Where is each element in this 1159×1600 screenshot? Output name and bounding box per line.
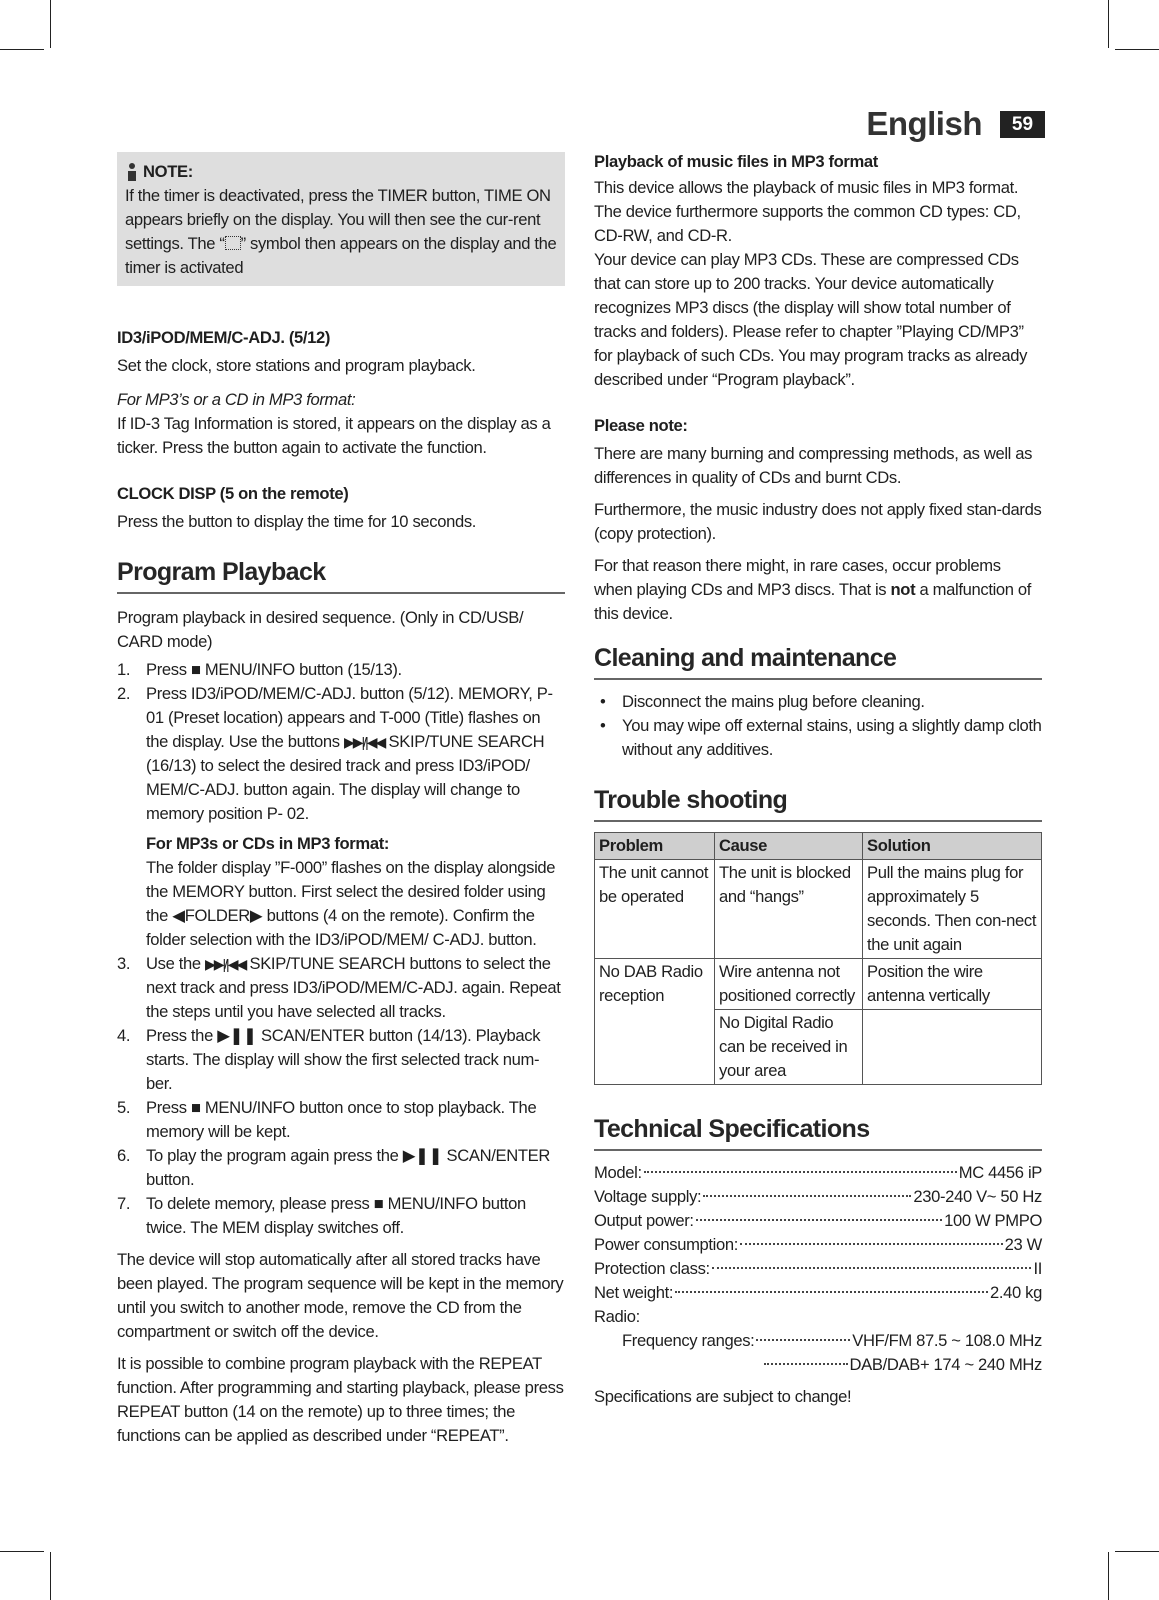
stop-icon: ■ bbox=[190, 660, 201, 679]
stop-icon: ■ bbox=[190, 1098, 201, 1117]
table-cell: Wire antenna not positioned correctly bbox=[715, 959, 863, 1010]
crop-mark bbox=[1108, 0, 1109, 48]
please-note-p2: Furthermore, the music industry does not apply fixed stan-dards (copy protection). bbox=[594, 500, 1042, 543]
specs-footer: Specifications are subject to change! bbox=[594, 1387, 852, 1406]
table-cell: Pull the mains plug for approximately 5 seconds. Then con-nect the unit again bbox=[863, 860, 1042, 959]
clock-text: Press the button to display the time for 10 seconds. bbox=[117, 512, 477, 531]
page-number: 59 bbox=[1000, 111, 1045, 138]
table-cell: Position the wire antenna vertically bbox=[863, 959, 1042, 1010]
table-row bbox=[595, 959, 1042, 1010]
program-para2: It is possible to combine program playback with the REPEAT function. After programming and starting playback, please press REPEAT button (14 on the remote) up to three times; the functions can be applied as described under “REPEAT”. bbox=[117, 1354, 564, 1445]
mp3-sub-text: The folder display ”F-000” flashes on the display alongside the MEMORY button. First select the desired folder using the ◀FOLDER▶ buttons (4 on the remote). Confirm the folder selection with the ID3/iPOD/MEM/ C-ADJ. button. bbox=[146, 858, 556, 949]
timer-symbol-icon bbox=[225, 236, 241, 250]
left-arrow-icon: ◀ bbox=[172, 906, 185, 925]
bullet-icon: • bbox=[600, 716, 606, 735]
id3-text2: If ID-3 Tag Information is stored, it appears on the display as a ticker. Press the button again to activate the function. bbox=[117, 414, 551, 457]
table-header: Solution bbox=[863, 833, 1042, 860]
spec-row: Model: MC 4456 iP bbox=[594, 1163, 1042, 1182]
crop-mark bbox=[0, 1551, 44, 1552]
right-column bbox=[594, 150, 1042, 1409]
table-row bbox=[595, 860, 1042, 959]
right-arrow-icon: ▶ bbox=[249, 906, 263, 925]
spec-row: Output power: 100 W PMPO bbox=[594, 1211, 1042, 1230]
mp3-p2: Your device can play MP3 CDs. These are compressed CDs that can store up to 200 tracks. Your device automatically recognizes MP3 discs (the display will show total number of tracks and folders). Please refer to chapter ”Playing CD/MP3” for playback of such CDs. You may program tracks as already described under “Program playback”. bbox=[594, 250, 1028, 389]
crop-mark bbox=[50, 1552, 51, 1600]
crop-mark bbox=[50, 0, 51, 48]
note-box bbox=[117, 152, 565, 286]
radio-label: Radio: bbox=[594, 1307, 640, 1326]
crop-mark bbox=[1115, 49, 1159, 50]
mp3-p1: This device allows the playback of music files in MP3 format. The device furthermore supports the common CD types: CD, CD-RW, and CD-R. bbox=[594, 178, 1021, 245]
stop-icon: ■ bbox=[373, 1194, 384, 1213]
note-title: NOTE: bbox=[143, 162, 193, 181]
crop-mark bbox=[1108, 1552, 1109, 1600]
left-column bbox=[117, 150, 565, 1448]
spec-row: DAB/DAB+ 174 ~ 240 MHz bbox=[594, 1353, 1042, 1377]
table-header: Problem bbox=[595, 833, 715, 860]
table-header: Cause bbox=[715, 833, 863, 860]
language-title: English bbox=[866, 105, 982, 142]
play-pause-icon: ▶❚❚ bbox=[217, 1026, 257, 1045]
table-cell: The unit cannot be operated bbox=[595, 860, 715, 959]
program-para1: The device will stop automatically after all stored tracks have been played. The program sequence will be kept in the memory until you switch to another mode, remove the CD from the compartment or switch off the device. bbox=[117, 1250, 564, 1341]
spec-row: Net weight: 2.40 kg bbox=[594, 1283, 1042, 1302]
clock-title: CLOCK DISP (5 on the remote) bbox=[117, 484, 349, 503]
list-item: • You may wipe off external stains, using a slightly damp cloth without any additives. bbox=[600, 716, 1042, 759]
cleaning-heading: Cleaning and maintenance bbox=[594, 642, 1042, 680]
list-item: • Disconnect the mains plug before cleaning. bbox=[594, 690, 1042, 714]
page-header bbox=[866, 104, 1045, 144]
crop-mark bbox=[1115, 1551, 1159, 1552]
note-text: If the timer is deactivated, press the TIMER button, TIME ON appears briefly on the display. You will then see the cur-rent settings. The “ ” symbol then appears on the display and the timer is activated bbox=[125, 186, 557, 277]
skip-icon: ▶▶|/|◀◀ bbox=[205, 956, 246, 972]
spec-row: Protection class: II bbox=[594, 1259, 1042, 1278]
cleaning-list bbox=[594, 690, 1042, 762]
table-cell: No DAB Radio reception bbox=[595, 959, 715, 1085]
specs-list bbox=[594, 1161, 1042, 1377]
id3-title: ID3/iPOD/MEM/C-ADJ. (5/12) bbox=[117, 328, 331, 347]
table-cell: No Digital Radio can be received in your area bbox=[715, 1010, 863, 1085]
play-pause-icon: ▶❚❚ bbox=[402, 1146, 443, 1165]
trouble-heading: Trouble shooting bbox=[594, 784, 1042, 822]
spec-row: Power consumption: 23 W bbox=[594, 1235, 1042, 1254]
spec-row: Frequency ranges: VHF/FM 87.5 ~ 108.0 MHz bbox=[622, 1331, 1042, 1350]
program-steps bbox=[117, 658, 565, 1240]
list-item: 5. Press ■ MENU/INFO button once to stop playback. The memory will be kept. bbox=[117, 1098, 537, 1141]
please-note-p3: For that reason there might, in rare cases, occur problems when playing CDs and MP3 discs. That is not a malfunction of this device. bbox=[594, 556, 1032, 623]
spec-row: Voltage supply: 230-240 V~ 50 Hz bbox=[594, 1187, 1042, 1206]
list-item: 2. Press ID3/iPOD/MEM/C-ADJ. button (5/12). MEMORY, P-01 (Preset location) appears and T-000 (Title) flashes on the display. Use the buttons ▶▶|/|◀◀ SKIP/TUNE SEARCH (16/13) to select the desired track and press ID3/iPOD/ MEM/C-ADJ. button again. The display will change to memory position P- 02. For MP3s or CDs in MP3 format: The folder display ”F-000” flashes on the display alongside the MEMORY button. First select the desired folder using the ◀FOLDER▶ buttons (4 on the remote). Confirm the folder selection with the ID3/iPOD/MEM/ C-ADJ. button. bbox=[117, 682, 565, 952]
bullet-icon: • bbox=[600, 692, 606, 711]
crop-mark bbox=[0, 49, 44, 50]
list-item: 6. To play the program again press the ▶❚❚ SCAN/ENTER button. bbox=[117, 1146, 550, 1189]
specs-heading: Technical Specifications bbox=[594, 1113, 1042, 1151]
list-item: 7. To delete memory, please press ■ MENU/INFO button twice. The MEM display switches off. bbox=[117, 1194, 526, 1237]
table-header-row bbox=[595, 833, 1042, 860]
trouble-table bbox=[594, 832, 1042, 1085]
please-note-p1: There are many burning and compressing methods, as well as differences in quality of CDs and burnt CDs. bbox=[594, 444, 1033, 487]
table-cell bbox=[863, 1010, 1042, 1085]
list-item: 4. Press the ▶❚❚ SCAN/ENTER button (14/13). Playback starts. The display will show the first selected track num-ber. bbox=[117, 1026, 541, 1093]
mp3-title: Playback of music files in MP3 format bbox=[594, 152, 878, 171]
info-icon bbox=[125, 163, 139, 181]
skip-icon: ▶▶|/|◀◀ bbox=[344, 734, 385, 750]
id3-italic: For MP3’s or a CD in MP3 format: bbox=[117, 390, 356, 409]
table-cell: The unit is blocked and “hangs” bbox=[715, 860, 863, 959]
mp3-sub-title: For MP3s or CDs in MP3 format: bbox=[146, 834, 390, 853]
list-item: 3. Use the ▶▶|/|◀◀ SKIP/TUNE SEARCH buttons to select the next track and press ID3/iPOD/MEM/C-ADJ. again. Repeat the steps until you have selected all tracks. bbox=[117, 954, 561, 1021]
please-note-title: Please note: bbox=[594, 416, 688, 435]
program-heading: Program Playback bbox=[117, 556, 565, 594]
id3-text: Set the clock, store stations and program playback. bbox=[117, 356, 476, 375]
list-item: 1. Press ■ MENU/INFO button (15/13). bbox=[117, 660, 402, 679]
program-intro: Program playback in desired sequence. (Only in CD/USB/ CARD mode) bbox=[117, 608, 524, 651]
